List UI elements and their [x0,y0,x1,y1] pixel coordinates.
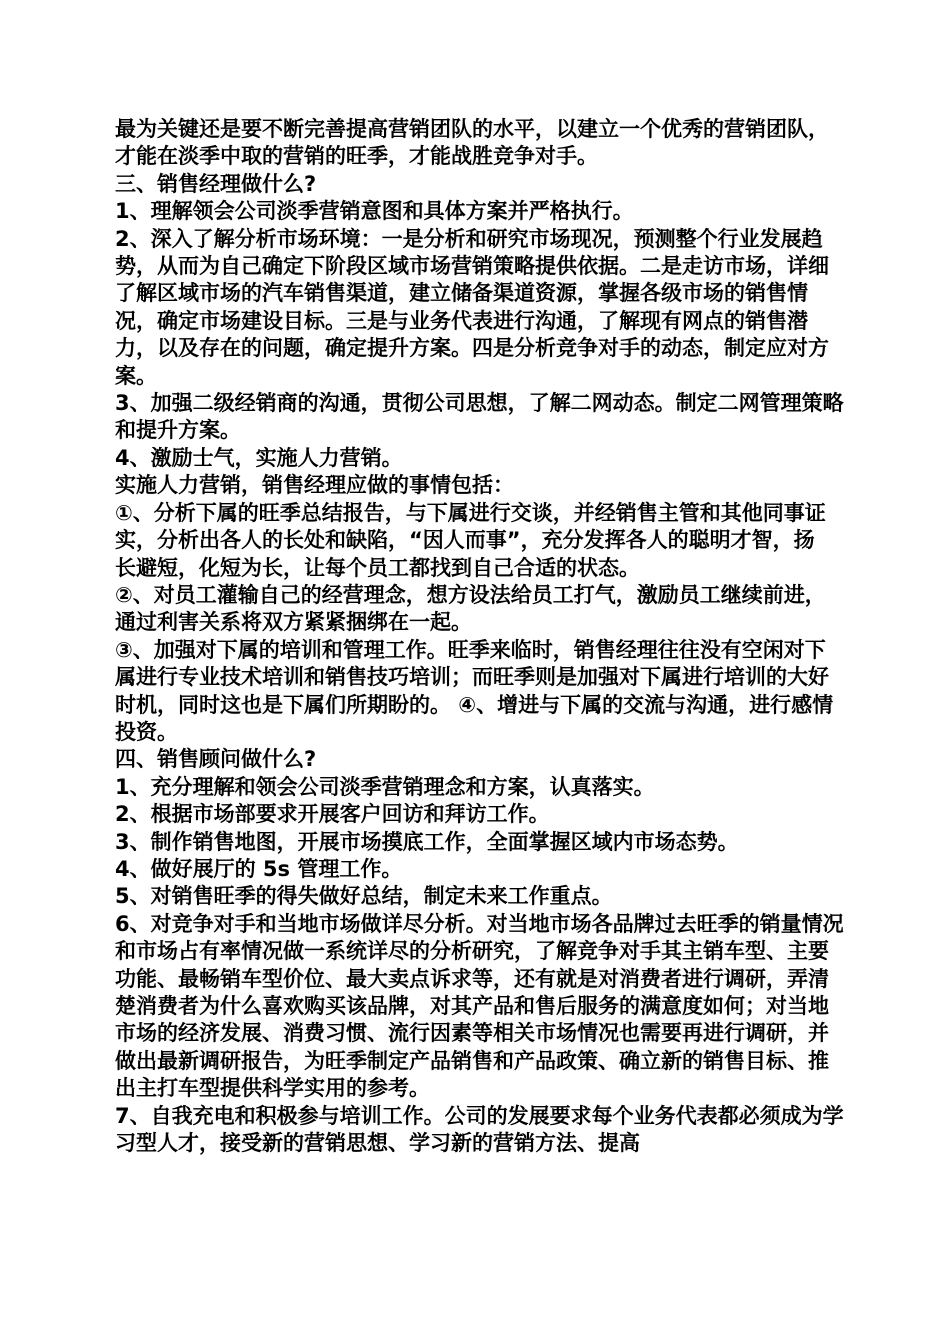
paragraph-manpower-item-1: ①、分析下属的旺季总结报告，与下属进行交谈，并经销售主管和其他同事证实，分析出各人的长处和缺陷，“因人而事”，充分发挥各人的聪明才智，扬 [115,500,826,553]
paragraph-manpower-item-1-cont: 长避短，化短为长，让每个员工都找到自己合适的状态。 [115,555,640,580]
paragraph-consultant-7: 7、自我充电和积极参与培训工作。公司的发展要求每个业务代表都必须成为学习型人才，接受新的营销思想、学习新的营销方法、提高 [115,1103,844,1156]
paragraph-manpower-intro: 实施人力营销，销售经理应做的事情包括： [115,473,514,498]
paragraph-manager-1: 1、理解领会公司淡季营销意图和具体方案并严格执行。 [115,199,634,224]
paragraph-consultant-1: 1、充分理解和领会公司淡季营销理念和方案，认真落实。 [115,774,655,799]
paragraph-consultant-3: 3、制作销售地图，开展市场摸底工作，全面掌握区域内市场态势。 [115,829,739,854]
paragraph-consultant-2: 2、根据市场部要求开展客户回访和拜访工作。 [115,802,550,827]
paragraph-manager-3: 3、加强二级经销商的沟通，贯彻公司思想，了解二网动态。制定二网管理策略和提升方案。 [115,391,844,443]
paragraph-consultant-4: 4、做好展厅的 5s 管理工作。 [115,856,403,881]
paragraph-manpower-item-2: ②、对员工灌输自己的经营理念，想方设法给员工打气，激励员工继续前进，通过利害关系将双方紧紧捆绑在一起。 [115,582,826,635]
paragraph-manpower-item-3: ③、加强对下属的培训和管理工作。旺季来临时，销售经理往往没有空闲对下属进行专业技术培训和销售技巧培训；而旺季则是加强对下属进行培训的大好时机，同时这也是下属们所期盼的。 ④、增进与下属的交流与沟通，进行感情投资。 [115,637,834,744]
heading-sales-manager: 三、销售经理做什么? [115,171,317,196]
paragraph-consultant-6: 6、对竞争对手和当地市场做详尽分析。对当地市场各品牌过去旺季的销量情况和市场占有率情况做一系统详尽的分析研究，了解竞争对手其主销车型、主要功能、最畅销车型价位、最大卖点诉求等，还有就是对消费者进行调研，弄清楚消费者为什么喜欢购买该品牌，对其产品和售后服务的满意度如何；对当地市场的经济发展、消费习惯、流行因素等相关市场情况也需要再进行调研，并做出最新调研报告，为旺季制定产品销售和产品政策、确立新的销售目标、推出主打车型提供科学实用的参考。 [115,911,844,1101]
paragraph-team-building: 最为关键还是要不断完善提高营销团队的水平，以建立一个优秀的营销团队，才能在淡季中取的营销的旺季，才能战胜竞争对手。 [115,117,829,169]
paragraph-manager-4: 4、激励士气，实施人力营销。 [115,445,403,470]
document-body [115,116,845,1157]
heading-sales-consultant: 四、销售顾问做什么? [115,747,317,772]
paragraph-consultant-5: 5、对销售旺季的得失做好总结，制定未来工作重点。 [115,884,613,909]
paragraph-manager-2: 2、深入了解分析市场环境：一是分析和研究市场现况，预测整个行业发展趋势，从而为自己确定下阶段区域市场营销策略提供依据。二是走访市场，详细了解区域市场的汽车销售渠道，建立储备渠道资源，掌握各级市场的销售情况，确定市场建设目标。三是与业务代表进行沟通，了解现有网点的销售潜力，以及存在的问题，确定提升方案。四是分析竞争对手的动态，制定应对方案。 [115,226,829,388]
